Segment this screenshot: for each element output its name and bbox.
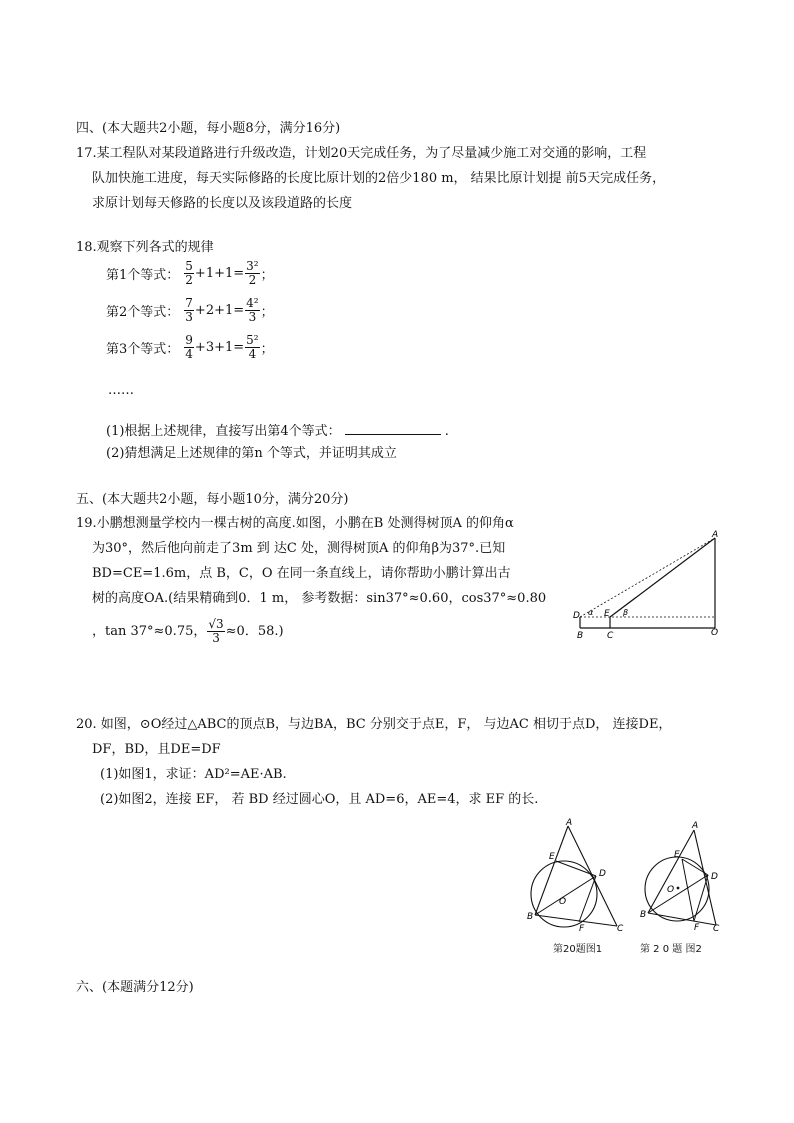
section-4-heading: 四、(本大题共2小题，每小题8分，满分16分): [76, 121, 341, 136]
q19-line-2: 为30°，然后他向前走了3m 到 达C 处，测得树顶A 的仰角β为37°.已知: [92, 541, 506, 556]
q20-part-2: (2)如图2，连接 EF， 若 BD 经过圆心O，且 AD=6，AE=4，求 EF 的长.: [100, 792, 539, 807]
q18-answer-blank: [345, 422, 441, 435]
q19-label-A: A: [712, 530, 719, 540]
q20-fig1-label-B: B: [527, 912, 534, 922]
q20-fig2-label-C: C: [713, 924, 720, 934]
q20-fig1-label-A: A: [566, 818, 573, 828]
q18-equation-1: 第1个等式： $\frac{5}{2}$ +1+1= $\frac{\text{3²}}{2}$ ；: [106, 259, 274, 287]
q19-line-4: 树的高度OA.(结果精确到0．1 m， 参考数据：sin37°≈0.60，cos37°≈0.80: [92, 591, 547, 606]
q19-tree-figure: [568, 528, 728, 640]
q19-label-C: C: [607, 631, 614, 640]
q20-figure-1-caption: 第20题图1: [553, 944, 603, 955]
q19-label-E: E: [604, 609, 610, 619]
q19-label-O: O: [711, 628, 719, 638]
q20-fig2-label-E: E: [674, 850, 680, 860]
q18-title: 18.观察下列各式的规律: [76, 240, 214, 255]
q20-line-1: 20. 如图，⊙O经过△ABC的顶点B，与边BA，BC 分别交于点E，F， 与边AC 相切于点D， 连接DE，: [76, 717, 672, 732]
q17-line-3: 求原计划每天修路的长度以及该段道路的长度: [92, 196, 353, 211]
q17-line-1: 17.某工程队对某段道路进行升级改造，计划20天完成任务，为了尽量减少施工对交通的影响，工程: [76, 146, 647, 161]
q20-fig1-label-O: O: [559, 897, 567, 907]
q18-equation-3: 第3个等式： $\frac{9}{4}$ +3+1= $\frac{\text{5²}}{4}$ ；: [106, 333, 274, 361]
q20-fig2-label-B: B: [640, 910, 647, 920]
q18-ellipsis: ……: [108, 383, 134, 398]
q19-line-5: ，tan 37°≈0.75， $\frac{√3}{3}$ ≈0．58.): [92, 617, 284, 645]
q19-line-3: BD=CE=1.6m，点 B，C，O 在同一条直线上，请你帮助小鹏计算出古: [92, 566, 511, 581]
q19-label-beta: β: [623, 608, 629, 617]
q20-figure-1: [522, 818, 632, 938]
q19-label-D: D: [573, 611, 580, 621]
q20-fig1-label-E: E: [549, 852, 555, 862]
section-5-heading: 五、(本大题共2小题，每小题10分，满分20分): [76, 492, 349, 507]
q19-label-B: B: [577, 631, 584, 640]
q18-equation-2: 第2个等式： $\frac{7}{3}$ +2+1= $\frac{\text{4²}}{3}$ ；: [106, 296, 274, 324]
q19-line-1: 19.小鹏想测量学校内一棵古树的高度.如图，小鹏在B 处测得树顶A 的仰角α: [76, 516, 514, 531]
q17-line-2: 队加快施工进度，每天实际修路的长度比原计划的2倍少180 m， 结果比原计划提 前5天完成任务，: [92, 171, 666, 186]
q20-fig2-label-A: A: [692, 821, 699, 831]
q20-figure-2-caption: 第 2 0 题 图2: [640, 944, 702, 955]
q20-line-2: DF，BD，且DE=DF: [92, 742, 221, 757]
q20-fig2-label-O: O: [667, 885, 675, 895]
q20-fig1-label-F: F: [579, 924, 585, 934]
section-6-heading: 六、(本题满分12分): [76, 980, 194, 995]
q20-fig1-label-C: C: [617, 924, 624, 934]
q20-part-1: (1)如图1，求证：AD²=AE·AB.: [100, 767, 287, 782]
q19-label-alpha: α: [588, 608, 594, 617]
q18-part-1: (1)根据上述规律，直接写出第4个等式： .: [106, 424, 449, 439]
q20-fig2-label-D: D: [711, 872, 718, 882]
q20-fig2-label-F: F: [694, 923, 700, 933]
q18-part-2: (2)猜想满足上述规律的第n 个等式，并证明其成立: [106, 446, 397, 461]
q20-figure-2: [636, 818, 736, 938]
q20-fig1-label-D: D: [599, 869, 606, 879]
